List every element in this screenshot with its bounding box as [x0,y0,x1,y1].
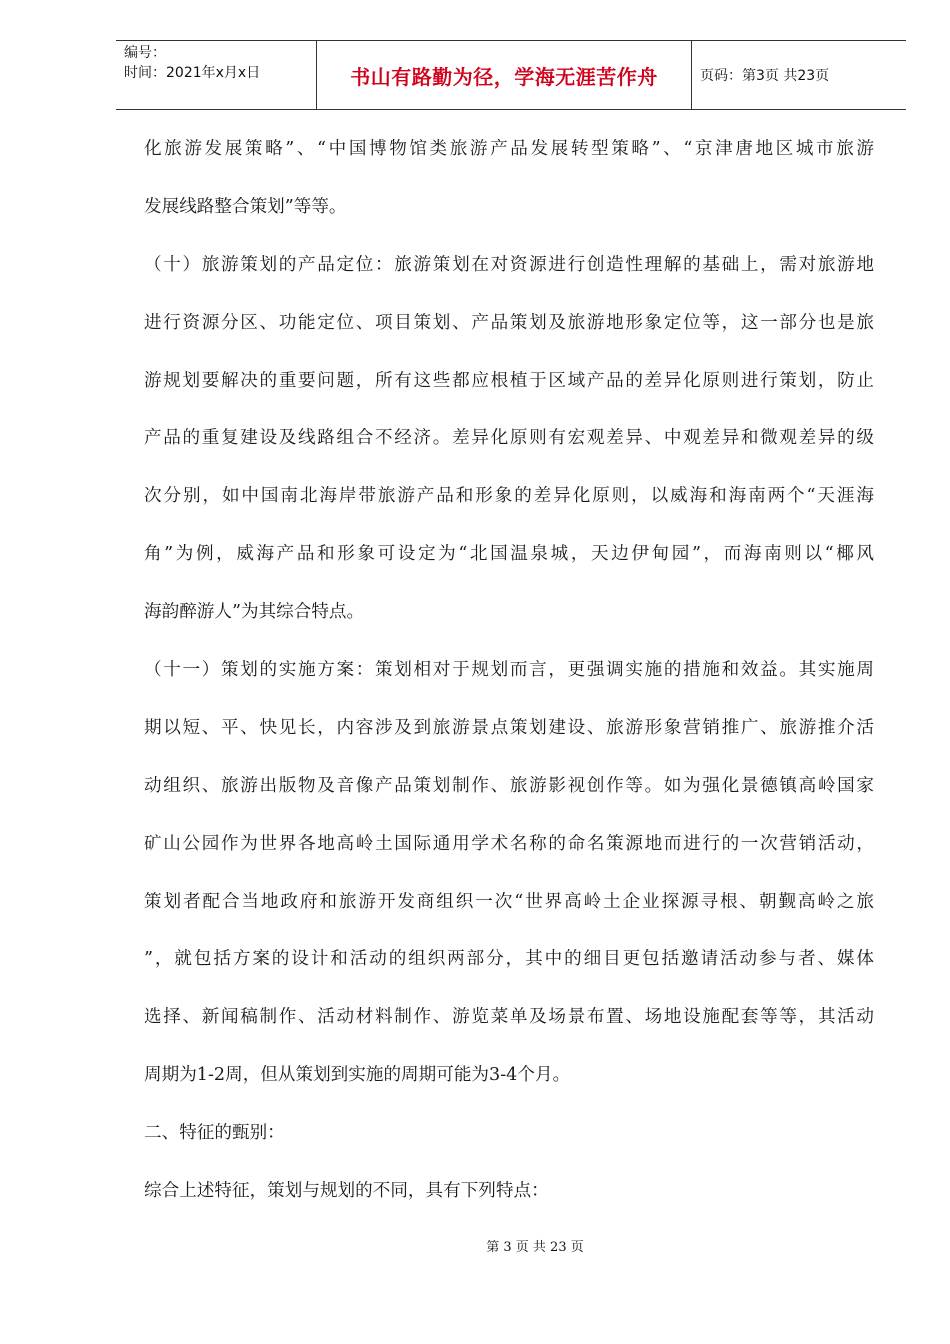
code-label: 编号： [124,45,166,61]
document-body [144,127,874,1227]
text-line: 游规划要解决的重要问题，所有这些都应根植于区域产品的差异化原则进行策划，防止 [144,370,874,391]
text-line: 海韵醉游人”为其综合特点。 [144,602,365,623]
page-footer: 第 3 页 共 23 页 [486,1240,584,1255]
header-meta [124,43,314,83]
text-line: 期以短、平、快见长，内容涉及到旅游景点策划建设、旅游形象营销推广、旅游推介活 [144,717,874,738]
time-label: 时间：2021年x月x日 [124,65,261,81]
header-page-number: 页码：第3页 共23页 [700,68,830,84]
text-line: 化旅游发展策略”、“中国博物馆类旅游产品发展转型策略”、“京津唐地区城市旅游 [144,139,874,159]
header-motto: 书山有路勤为径，学海无涯苦作舟 [316,41,692,109]
section-heading: 二、特征的甄别： [144,1123,285,1144]
text-line: 进行资源分区、功能定位、项目策划、产品策划及旅游地形象定位等，这一部分也是旅 [144,312,874,333]
text-line: （十一）策划的实施方案：策划相对于规划而言，更强调实施的措施和效益。其实施周 [144,660,874,681]
text-line: ”，就包括方案的设计和活动的组织两部分，其中的细目更包括邀请活动参与者、媒体 [144,949,874,970]
text-line: 发展线路整合策划”等等。 [144,196,347,217]
text-line: 次分别，如中国南北海岸带旅游产品和形象的差异化原则，以威海和海南两个“天涯海 [144,486,874,507]
text-line: 矿山公园作为世界各地高岭土国际通用学术名称的命名策源地而进行的一次营销活动， [144,833,874,854]
text-line: 策划者配合当地政府和旅游开发商组织一次“世界高岭土企业探源寻根、朝觐高岭之旅 [144,891,874,912]
text-line: 选择、新闻稿制作、活动材料制作、游览菜单及场景布置、场地设施配套等等，其活动 [144,1007,874,1028]
text-line: （十）旅游策划的产品定位：旅游策划在对资源进行创造性理解的基础上，需对旅游地 [144,254,874,275]
text-line: 产品的重复建设及线路组合不经济。差异化原则有宏观差异、中观差异和微观差异的级 [144,428,874,449]
text-line: 综合上述特征，策划与规划的不同，具有下列特点： [144,1181,549,1202]
text-line: 角”为例，威海产品和形象可设定为“北国温泉城，天边伊甸园”，而海南则以“椰风 [144,544,874,565]
text-line: 动组织、旅游出版物及音像产品策划制作、旅游影视创作等。如为强化景德镇高岭国家 [144,775,874,796]
text-line: 周期为1-2周，但从策划到实施的周期可能为3-4个月。 [144,1065,571,1086]
page-header [116,40,906,110]
